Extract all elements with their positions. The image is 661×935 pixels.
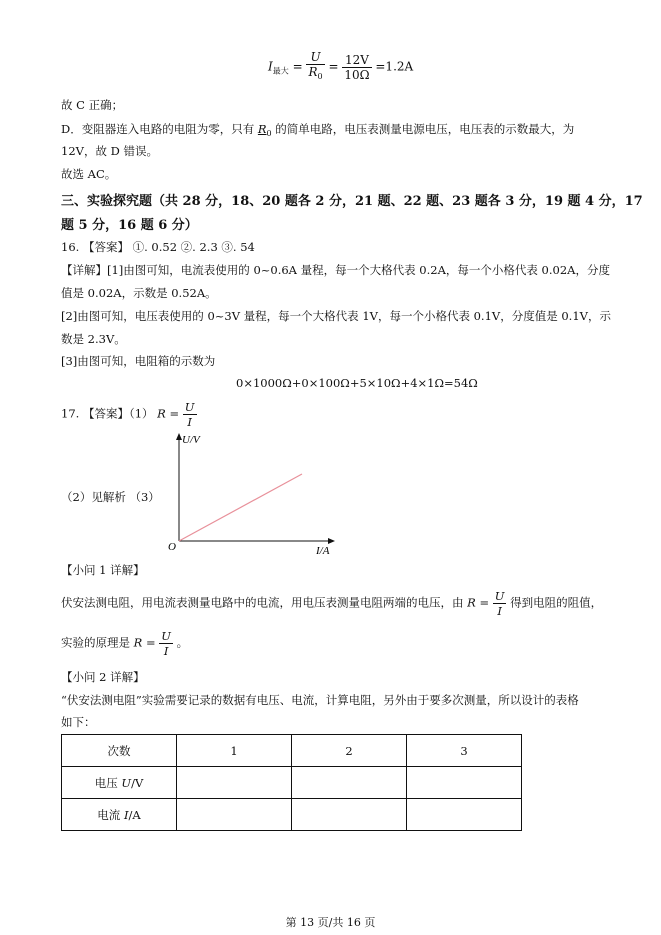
sub1-principle-den: I (163, 644, 169, 658)
q17-r-symbol: R (157, 406, 166, 421)
sub1-text2-post: 。 (176, 635, 189, 650)
section-heading-line1: 三、实验探究题（共 28 分，18、20 题各 2 分，21 题、22 题、23 题各 3 分，19 题 4 分，17 (61, 194, 643, 209)
sub1-frac (493, 589, 507, 618)
voltage-label-text: 电压 (94, 775, 122, 790)
data-table (61, 734, 522, 831)
q16-detail-5: [3]由图可知，电阻箱的示数为 (61, 354, 216, 368)
sub1-frac-num: U (494, 589, 505, 603)
sub1-text-line2 (61, 629, 188, 658)
formula-frac1-num: U (306, 50, 324, 65)
table-header-cell: 次数 (62, 735, 177, 767)
q17-part2: （2）见解析 （3） (61, 490, 160, 504)
sub1-eq: = (479, 595, 490, 610)
table-header-cell: 3 (407, 735, 522, 767)
table-cell (407, 767, 522, 799)
table-row-current (62, 799, 522, 831)
line-d-1 (61, 121, 574, 138)
formula-frac1-den-sub: 0 (317, 72, 323, 81)
q16-detail-4: 数是 2.3V。 (61, 332, 126, 346)
sub1-principle-eq: = (145, 635, 156, 650)
section-heading-line2: 题 5 分，16 题 6 分） (61, 218, 198, 233)
q17-frac-den: I (187, 415, 192, 429)
current-symbol: I (123, 807, 129, 822)
sub1-frac-den: I (497, 604, 502, 618)
q16-detail-2: 值是 0.02A，示数是 0.52A。 (61, 286, 217, 300)
q16-detail-1: 【详解】[1]由图可知，电流表使用的 0~0.6A 量程，每一个大格代表 0.2A，每一个小格代表 0.02A，分度 (61, 263, 610, 277)
sub1-text2-pre: 实验的原理是 (61, 635, 130, 650)
sub1-r-symbol: R (467, 595, 476, 610)
formula-imax (268, 50, 413, 84)
graph-y-label: U/V (182, 434, 200, 446)
line-d-2: 12V，故 D 错误。 (61, 144, 158, 158)
formula-eq1: = (292, 59, 303, 74)
sub1-principle-r: R (133, 635, 143, 650)
table-cell (407, 799, 522, 831)
formula-result: =1.2A (375, 59, 414, 74)
sub1-text-post: 得到电阻的阻值， (510, 595, 603, 610)
table-cell (292, 767, 407, 799)
table-header-row (62, 735, 522, 767)
q17-answer (61, 400, 197, 429)
formula-imax-symbol: I (268, 59, 273, 74)
table-header-cell: 1 (177, 735, 292, 767)
table-row-voltage (62, 767, 522, 799)
formula-frac-values (342, 53, 371, 82)
q17-frac (183, 400, 197, 429)
formula-frac-u-r0 (306, 50, 324, 84)
q16-formula: 0×1000Ω+0×100Ω+5×10Ω+4×1Ω=54Ω (236, 376, 478, 390)
sub2-text-line1: “伏安法测电阻”实验需要记录的数据有电压、电流，计算电阻，另外由于要多次测量，所以设计的表格 (61, 693, 579, 707)
table-row-label-voltage (62, 767, 177, 799)
current-unit: /A (128, 807, 141, 822)
formula-frac1-den-symbol: R (308, 65, 318, 79)
formula-frac2-den: 10Ω (344, 67, 370, 82)
table-header-cell: 2 (292, 735, 407, 767)
formula-frac1-den (306, 65, 324, 84)
table-cell (177, 767, 292, 799)
line-choose: 故选 AC。 (61, 167, 117, 181)
q16-detail-3: [2]由图可知，电压表使用的 0~3V 量程，每一个大格代表 1V，每一个小格代表 0.1V，分度值是 0.1V，示 (61, 309, 611, 323)
formula-eq2: = (328, 59, 339, 74)
line-c-correct: 故 C 正确； (61, 98, 124, 112)
graph-data-line (179, 474, 302, 541)
formula-frac2-num: 12V (342, 53, 371, 68)
graph-x-label: I/A (316, 545, 330, 557)
sub1-principle-frac (159, 629, 173, 658)
line-d-1-symbol: R (257, 122, 267, 136)
line-d-1-pre: D．变阻器连入电路的电阻为零，只有 (61, 122, 258, 136)
sub2-title: 【小问 2 详解】 (61, 670, 145, 684)
sub1-text-line1 (61, 589, 602, 618)
sub1-text-pre: 伏安法测电阻，用电流表测量电路中的电流，用电压表测量电阻两端的电压，由 (61, 595, 464, 610)
sub1-principle-num: U (161, 629, 171, 643)
sub2-text-line2: 如下： (61, 715, 96, 729)
page-footer: 第 13 页/共 16 页 (285, 916, 376, 929)
table-cell (177, 799, 292, 831)
table-row-label-current (62, 799, 177, 831)
current-label-text: 电流 (97, 807, 124, 822)
graph-origin-label: O (168, 541, 176, 553)
line-d-1-sub: 0 (266, 129, 272, 138)
voltage-symbol: U (121, 775, 132, 790)
voltage-unit: /V (131, 775, 144, 790)
u-i-graph (160, 430, 350, 558)
q17-eq: = (169, 406, 180, 421)
sub1-title: 【小问 1 详解】 (61, 563, 145, 577)
table-cell (292, 799, 407, 831)
line-d-1-post: 的简单电路，电压表测量电源电压，电压表的示数最大，为 (271, 122, 575, 136)
q16-answer: 16. 【答案】 ①. 0.52 ②. 2.3 ③. 54 (61, 240, 255, 254)
q17-answer-prefix: 17. 【答案】（1） (61, 406, 154, 421)
q17-frac-num: U (184, 400, 195, 414)
formula-imax-sub: 最大 (272, 66, 289, 76)
